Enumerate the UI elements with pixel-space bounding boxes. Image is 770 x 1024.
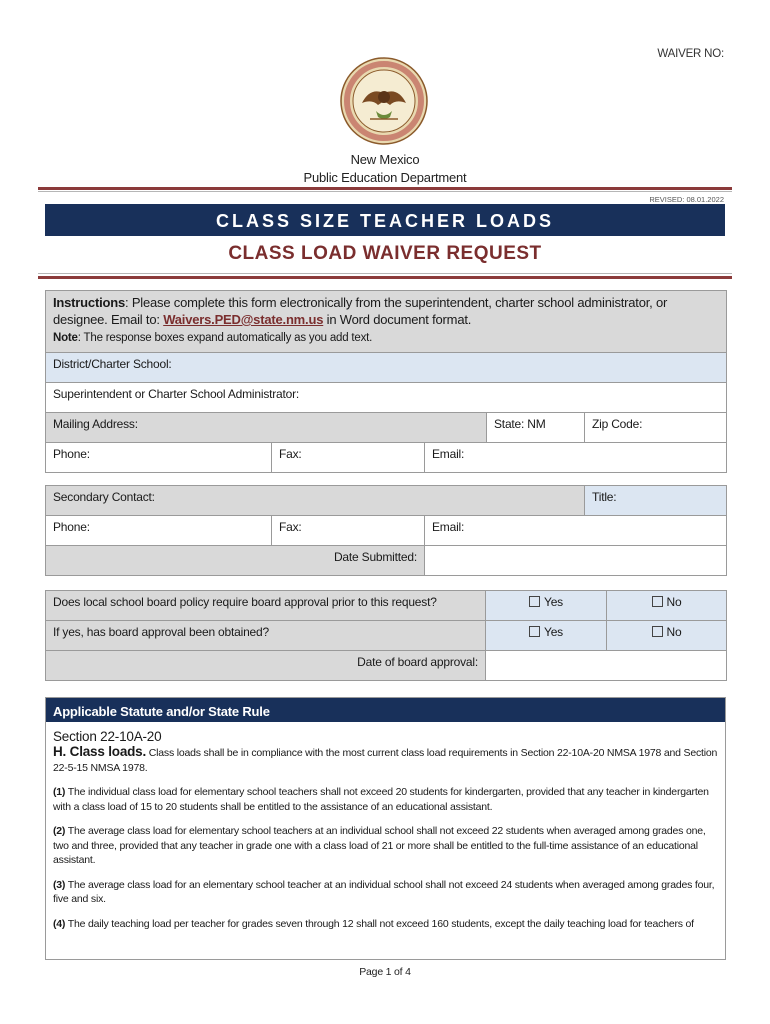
paragraph-1-text: The individual class load for elementary school teachers shall not exceed 20 students for kindergarten, provided that any teacher in kindergarten with a class load of 15 to 20 students shall be entitled to the assistance of an educational assistant. (53, 786, 709, 813)
board-approval-date-field[interactable] (486, 651, 727, 681)
board-policy-yes-option[interactable] (486, 591, 607, 621)
board-policy-question-text: Does local school board policy require board approval prior to this request? (53, 595, 437, 609)
class-loads-text: Class loads shall be in compliance with the most current class load requirements in Section 22-10A-20 NMSA 1978 and Section 22-5-15 NMSA 1978. (53, 747, 718, 774)
checkbox-icon[interactable] (652, 626, 663, 637)
superintendent-field[interactable] (46, 383, 727, 413)
state-seal-icon (340, 57, 428, 145)
secondary-fax-field[interactable] (272, 516, 425, 546)
statute-heading: Applicable Statute and/or State Rule (46, 698, 725, 722)
class-loads-heading: H. Class loads. (53, 744, 147, 759)
secondary-contact-label: Secondary Contact: (53, 490, 155, 504)
district-label: District/Charter School: (53, 357, 172, 371)
instructions-cell (46, 291, 727, 353)
mailing-address-label: Mailing Address: (53, 417, 138, 431)
secondary-phone-label: Phone: (53, 520, 90, 534)
email-label: Email: (432, 447, 465, 461)
paragraph-3-text: The average class load for an elementary school teacher at an individual school shall not exceed 24 students when averaged among grades four, five and six. (53, 878, 715, 905)
paragraph-4-text: The daily teaching load per teacher for grades seven through 12 shall not exceed 160 students, except the daily teaching load for teachers of (65, 917, 694, 930)
subtitle-rule-thin (38, 273, 732, 274)
board-approval-question-text: If yes, has board approval been obtained? (53, 625, 269, 639)
secondary-phone-field[interactable] (46, 516, 272, 546)
fax-field[interactable] (272, 443, 425, 473)
state-label: State: NM (494, 417, 546, 431)
statute-section-number: Section 22-10A-20 (53, 729, 162, 744)
secondary-contact-field[interactable] (46, 486, 585, 516)
paragraph-2-text: The average class load for elementary school teachers at an individual school shall not exceed 22 students when averaged among grades one, two and three, provided that any teacher in grade one with a class load of 21 or more shall be entitled to the full-time assistance of an educational assistant. (53, 825, 706, 866)
checkbox-icon[interactable] (529, 626, 540, 637)
mailing-address-field[interactable] (46, 413, 487, 443)
title-label: Title: (592, 490, 617, 504)
note-label: Note (53, 332, 78, 344)
note-text: : The response boxes expand automatically as you add text. (77, 332, 373, 344)
board-approval-no-label: No (666, 625, 682, 639)
form-subtitle: CLASS LOAD WAIVER REQUEST (228, 243, 542, 264)
subtitle-rule (38, 276, 732, 279)
statute-body (46, 722, 725, 931)
state-field[interactable] (487, 413, 585, 443)
zip-code-field[interactable] (585, 413, 727, 443)
agency-department: Public Education Department (303, 170, 467, 185)
header-rule-thin (38, 191, 732, 192)
board-approval-date-label: Date of board approval: (357, 655, 478, 669)
district-field[interactable] (46, 353, 727, 383)
checkbox-icon[interactable] (529, 596, 540, 607)
board-approval-yes-option[interactable] (486, 621, 607, 651)
email-field[interactable] (425, 443, 727, 473)
phone-field[interactable] (46, 443, 272, 473)
title-banner: CLASS SIZE TEACHER LOADS (45, 204, 725, 236)
board-approval-date-label-cell (46, 651, 486, 681)
board-approval-no-option[interactable] (607, 621, 727, 651)
instructions-label: Instructions (53, 295, 125, 310)
date-submitted-label: Date Submitted: (333, 550, 417, 564)
date-submitted-field[interactable] (425, 546, 727, 576)
waiver-no-label: WAIVER NO: (657, 48, 724, 60)
statute-section (45, 697, 726, 960)
paragraph-3-number: (3) (53, 878, 66, 891)
date-submitted-label-cell (46, 546, 425, 576)
agency-state: New Mexico (350, 152, 420, 167)
page-number: Page 1 of 4 (359, 966, 411, 978)
board-approval-yes-label: Yes (544, 625, 563, 639)
zip-code-label: Zip Code: (592, 417, 643, 431)
contact-form (45, 290, 727, 473)
instructions-text: : Please complete this form electronically from the superintendent, charter school administrator, or designee. Email to: (53, 295, 668, 327)
board-policy-no-option[interactable] (607, 591, 727, 621)
board-policy-yes-label: Yes (544, 595, 563, 609)
board-approval-question (46, 621, 486, 651)
fax-label: Fax: (279, 447, 302, 461)
board-approval-form (45, 590, 727, 681)
secondary-email-field[interactable] (425, 516, 727, 546)
paragraph-1-number: (1) (53, 786, 66, 798)
title-field[interactable] (585, 486, 727, 516)
checkbox-icon[interactable] (652, 596, 663, 607)
revised-date: REVISED: 08.01.2022 (649, 195, 724, 204)
paragraph-2-number: (2) (53, 825, 66, 837)
secondary-fax-label: Fax: (279, 520, 302, 534)
superintendent-label: Superintendent or Charter School Administrator: (53, 387, 300, 401)
waiver-email-link[interactable]: Waivers.PED@state.nm.us (163, 312, 324, 327)
header-rule (38, 187, 732, 190)
instructions-format: in Word document format. (323, 312, 472, 327)
paragraph-4-number: (4) (53, 917, 66, 930)
phone-label: Phone: (53, 447, 90, 461)
board-policy-no-label: No (666, 595, 682, 609)
board-policy-question (46, 591, 486, 621)
secondary-contact-form (45, 485, 727, 576)
secondary-email-label: Email: (432, 520, 465, 534)
